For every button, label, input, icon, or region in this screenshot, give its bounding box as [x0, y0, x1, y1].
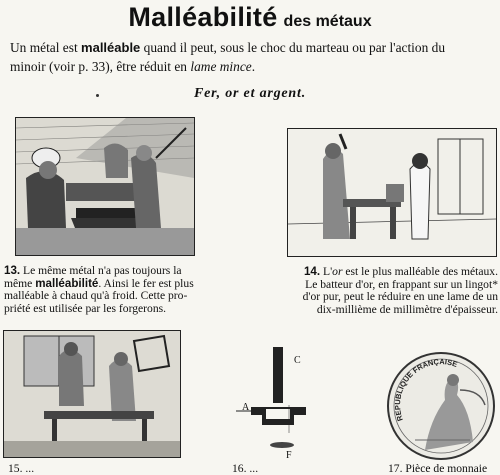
caption-14-line1b: est le plus malléable des métaux. [342, 265, 498, 278]
caption-13-keyword: malléabilité [35, 276, 99, 290]
caption-13-line2b: . Ainsi le fer est plus [98, 276, 194, 290]
intro-italic: lame mince [190, 59, 252, 74]
figure-gold-beater [287, 128, 497, 257]
caption-15: 15. ... [8, 462, 35, 475]
caption-13-line3: malléable à chaud qu'à froid. Cette pro- [4, 289, 188, 302]
diagram-label-c: C [294, 355, 301, 366]
title-sub: des métaux [283, 13, 372, 30]
caption-16: 16. ... [232, 462, 259, 475]
forge-illustration [16, 118, 194, 255]
caption-13-number: 13. [4, 264, 21, 277]
intro-text-2: quand il peut, sous le choc du marteau ou par l'action du [140, 40, 446, 55]
caption-14 [264, 266, 498, 316]
caption-14-number: 14. [303, 265, 321, 278]
print-dot [96, 94, 99, 97]
caption-14-line4: dix-millième de millimètre d'épaisseur. [316, 302, 498, 316]
intro-text-4: . [251, 59, 256, 74]
diagram-label-f: F [286, 450, 292, 461]
caption-14-italic: or [332, 265, 343, 278]
diagram-label-a: A [242, 402, 250, 413]
figure-forge [15, 117, 195, 256]
intro-paragraph [10, 38, 498, 76]
caption-13-line2a: même [4, 276, 36, 290]
caption-13-line4: priété est utilisée par les forgerons. [4, 301, 167, 315]
caption-13 [4, 265, 226, 315]
page-title [0, 2, 500, 33]
figure-coin [385, 350, 497, 462]
coin-illustration [385, 350, 497, 462]
caption-17: 17. Pièce de monnaie [388, 462, 488, 475]
workshop-illustration [4, 331, 180, 457]
caption-14-line3: d'or pur, peut le réduire en une lame de un [302, 290, 498, 303]
intro-text-1: Un métal est [10, 40, 82, 55]
press-diagram [236, 345, 326, 465]
intro-text-3: minoir (voir p. 33), être réduit en [10, 59, 191, 74]
figure-workshop [3, 330, 181, 458]
title-main: Malléabilité [128, 2, 278, 32]
section-title: Fer, or et argent. [193, 86, 307, 101]
intro-keyword: malléable [81, 40, 141, 55]
caption-14-line1a: L' [320, 265, 333, 278]
coin-text-path: REPUBLIQUE FRANÇAISE [393, 357, 459, 423]
gold-beater-illustration [288, 129, 496, 256]
caption-14-line2: Le batteur d'or, en frappant sur un lingot* [305, 277, 498, 291]
figure-press-diagram [236, 345, 326, 465]
caption-13-line1: Le même métal n'a pas toujours la [20, 264, 182, 277]
